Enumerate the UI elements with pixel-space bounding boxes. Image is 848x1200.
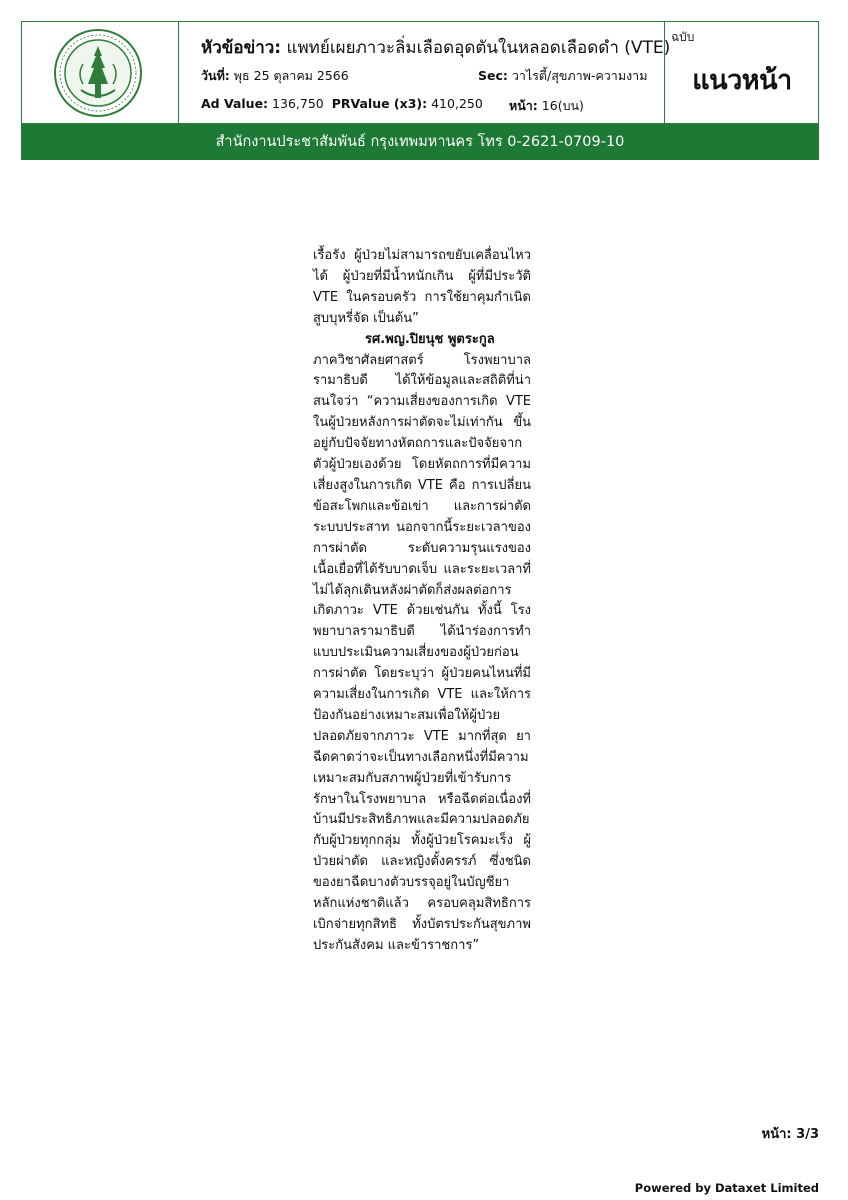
- headline-info-cell: [179, 22, 671, 123]
- logo-cell: [22, 22, 179, 123]
- article-body: ภาควิชาศัลยศาสตร์ โรงพยาบาลรามาธิบดี ได้ให้ข้อมูลและสถิติที่น่าสนใจว่า “ความเสี่ยงของการเกิด VTE ในผู้ป่วยหลังการผ่าตัดจะไม่เท่ากัน ขึ้นอยู่กับปัจจัยทางหัตถการและปัจจัยจากตัวผู้ป่วยเองด้วย โดยหัตถการที่มีความเสี่ยงสูงในการเกิด VTE คือ การเปลี่ยนข้อสะโพกและข้อเข่า และการผ่าตัดระบบประสาท นอกจากนี้ระยะเวลาของการผ่าตัด ระดับความรุนแรงของเนื้อเยื่อที่ได้รับบาดเจ็บ และระยะเวลาที่ไม่ได้ลุกเดินหลังผ่าตัดก็ส่งผลต่อการเกิดภาวะ VTE ด้วยเช่นกัน ทั้งนี้ โรงพยาบาลรามาธิบดี ได้นำร่องการทำแบบประเมินความเสี่ยงของผู้ป่วยก่อนการผ่าตัด โดยระบุว่า ผู้ป่วยคนไหนที่มีความเสี่ยงในการเกิด VTE และให้การป้องกันอย่างเหมาะสมเพื่อให้ผู้ป่วยปลอดภัยจากภาวะ VTE มากที่สุด ยาฉีดคาดว่าจะเป็นทางเลือกหนึ่งที่มีความเหมาะสมกับสภาพผู้ป่วยที่เข้ารับการรักษาในโรงพยาบาล หรือฉีดต่อเนื่องที่บ้านมีประสิทธิภาพและมีความปลอดภัยกับผู้ป่วยทุกกลุ่ม ทั้งผู้ป่วยโรคมะเร็ง ผู้ป่วยผ่าตัด และหญิงตั้งครรภ์ ซึ่งชนิดของยาฉีดบางตัวบรรจุอยู่ในบัญชียาหลักแห่งชาติแล้ว ครอบคลุมสิทธิการเบิกจ่ายทุกสิทธิ ทั้งบัตรประกันสุขภาพ ประกันสังคม และข้าราชการ”: [313, 352, 531, 953]
- date-row: วันที่: พุธ 25 ตุลาคม 2566: [201, 68, 349, 83]
- article-lead: เรื้อรัง ผู้ป่วยไม่สามารถขยับเคลื่อนไหวได้ ผู้ป่วยที่มีน้ำหนักเกิน ผู้ที่มีประวัติ VTE ในครอบครัว การใช้ยาคุมกำเนิด สูบบุหรี่จัด เป็นต้น”: [313, 248, 531, 326]
- powered-by: Powered by Dataxet Limited: [634, 1181, 819, 1195]
- publisher-cell: [665, 22, 819, 123]
- section-row: Sec: วาไรตี้/สุขภาพ-ความงาม: [478, 68, 648, 83]
- headline: หัวข้อข่าว: แพทย์เผยภาวะลิ่มเลือดอุดตันในหลอดเลือดดำ (VTE): [201, 38, 671, 58]
- office-banner: สำนักงานประชาสัมพันธ์ กรุงเทพมหานคร โทร 0-2621-0709-10: [21, 124, 819, 160]
- clipping-header: [21, 21, 819, 124]
- publisher-label: ฉบับ: [671, 30, 695, 44]
- publisher-name: แนวหน้า: [692, 65, 792, 95]
- value-row: Ad Value: 136,750 PRValue (x3): 410,250: [201, 96, 483, 111]
- bangkok-seal-icon: [53, 28, 143, 118]
- article-author: รศ.พญ.ปิยนุช พูตระกูล: [365, 331, 495, 347]
- page-ref: หน้า: 16(บน): [509, 98, 584, 113]
- page-number: หน้า: 3/3: [761, 1127, 819, 1142]
- article-column: [313, 246, 531, 957]
